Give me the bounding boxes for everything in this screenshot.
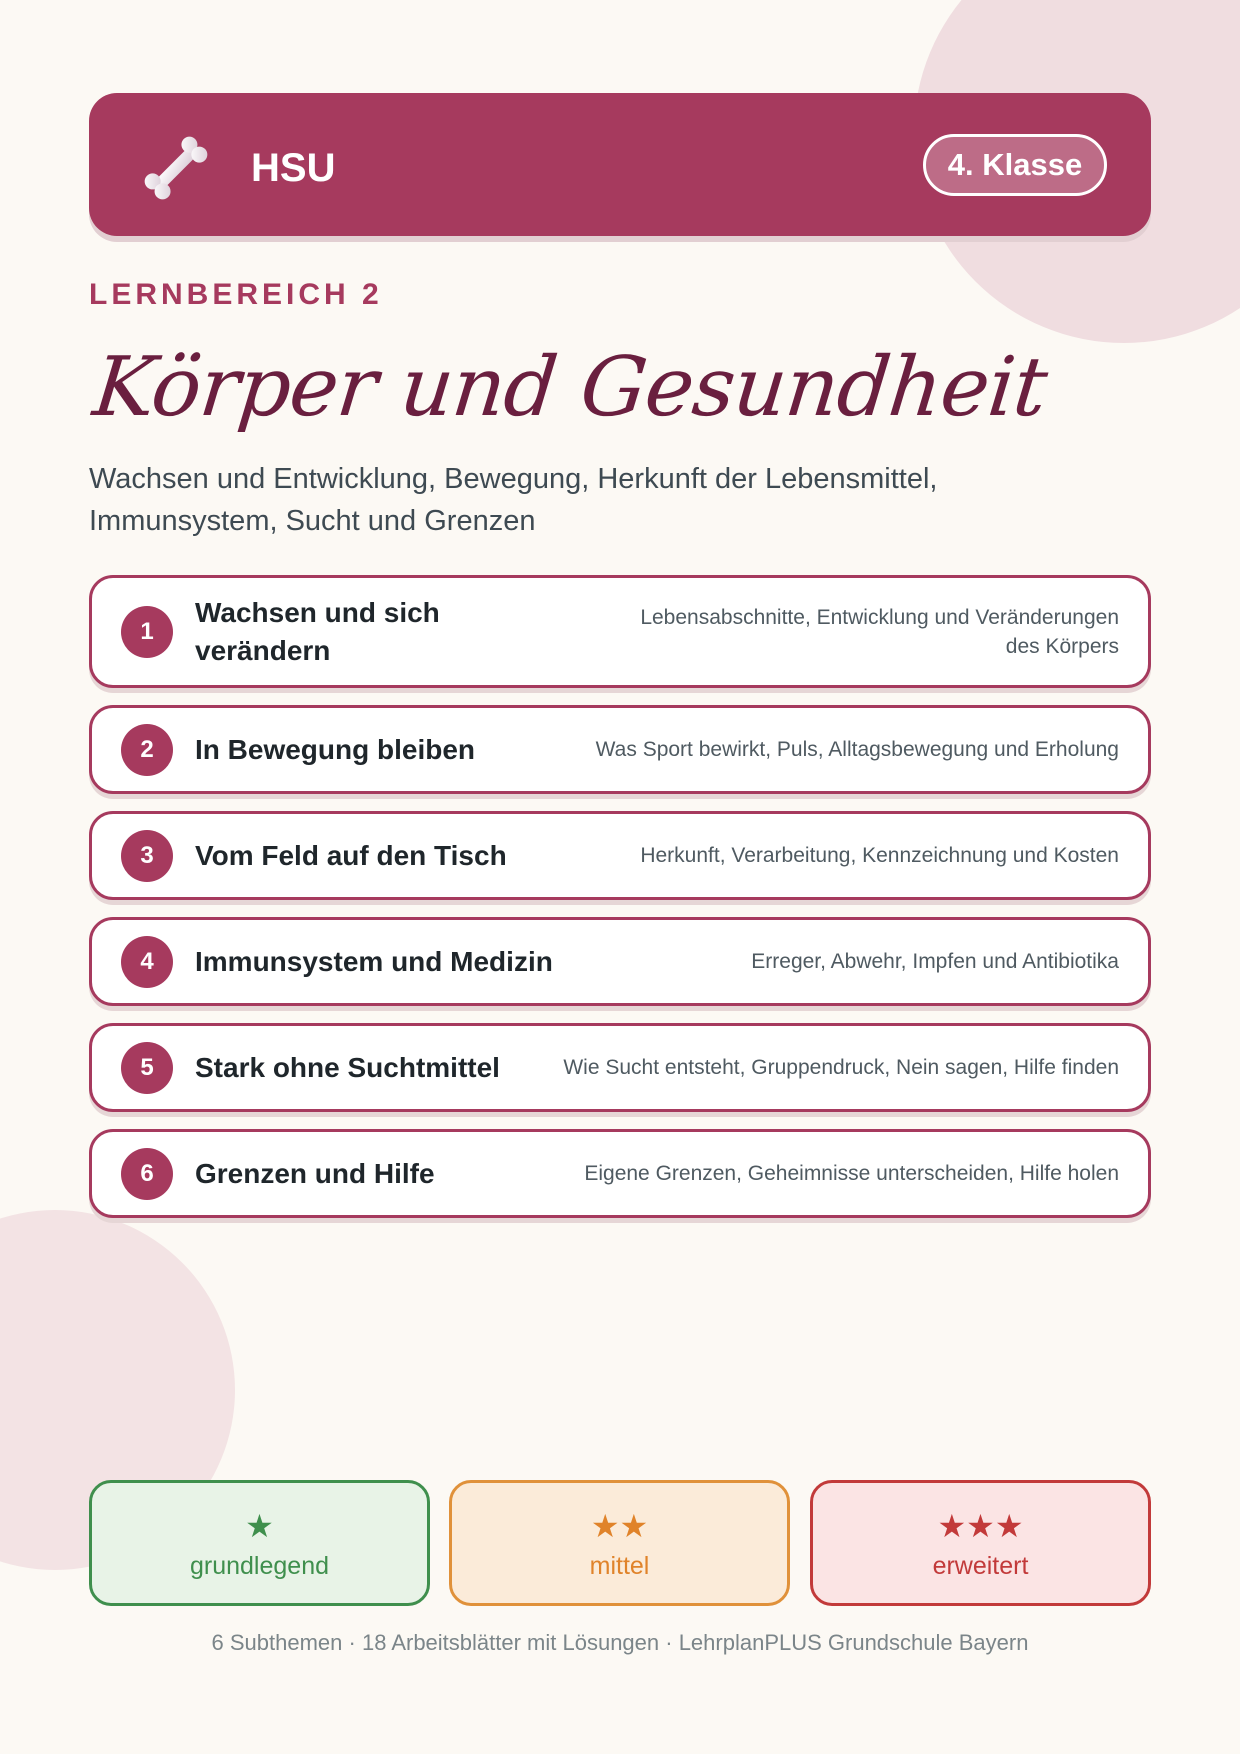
topic-title: Grenzen und Hilfe [195,1157,435,1189]
topic-description: Herkunft, Verarbeitung, Kennzeichnung und Kosten [640,844,1119,867]
level-card-erweitert[interactable] [810,1480,1151,1606]
subject-title: HSU [251,146,336,190]
bone-icon [136,128,216,208]
topic-number: 4 [121,936,173,988]
level-card-mittel[interactable] [449,1480,790,1606]
topic-description: Wie Sucht entsteht, Gruppendruck, Nein sagen, Hilfe finden [563,1056,1119,1079]
level-label: mittel [589,1551,650,1580]
star-icon: ★★ [590,1507,649,1544]
difficulty-levels [89,1480,1151,1606]
topic-description: Erreger, Abwehr, Impfen und Antibiotika [751,950,1119,973]
topic-number: 2 [121,724,173,776]
topic-title: Vom Feld auf den Tisch [195,839,507,871]
star-icon: ★ [245,1507,274,1544]
level-label: erweitert [932,1551,1029,1580]
star-icon: ★★★ [937,1507,1024,1544]
topic-description: Eigene Grenzen, Geheimnisse unterscheiden, Hilfe holen [584,1162,1119,1185]
section-kicker: LERNBEREICH 2 [89,278,383,311]
topic-number: 3 [121,830,173,882]
topic-card[interactable] [89,575,1151,688]
topic-card[interactable] [89,811,1151,900]
topic-card[interactable] [89,1023,1151,1112]
topic-title: Stark ohne Suchtmittel [195,1051,500,1083]
topic-card[interactable] [89,1129,1151,1218]
grade-badge: 4. Klasse [923,134,1107,196]
subtitle-line-1: Wachsen und Entwicklung, Bewegung, Herkunft der Lebensmittel, [89,463,938,495]
topic-title: Immunsystem und Medizin [195,945,553,977]
topic-number: 1 [121,606,173,658]
level-label: grundlegend [189,1551,329,1580]
subtitle-line-2: Immunsystem, Sucht und Grenzen [89,505,536,537]
topic-card[interactable] [89,917,1151,1006]
topic-number: 6 [121,1148,173,1200]
topic-card[interactable] [89,705,1151,794]
level-card-grundlegend[interactable] [89,1480,430,1606]
topic-number: 5 [121,1042,173,1094]
topic-list [89,575,1151,1235]
footer-note: 6 Subthemen · 18 Arbeitsblätter mit Lösungen · LehrplanPLUS Grundschule Bayern [211,1630,1029,1655]
page-subtitle [89,458,989,542]
topic-title: Wachsen und sich verändern [195,596,440,666]
topic-description: Was Sport bewirkt, Puls, Alltagsbewegung und Erholung [595,738,1119,761]
topic-description: Lebensabschnitte, Entwicklung und Veränderungen des Körpers [640,605,1119,658]
page-title: Körper und Gesundheit [89,340,1051,435]
topic-title: In Bewegung bleiben [195,733,476,765]
